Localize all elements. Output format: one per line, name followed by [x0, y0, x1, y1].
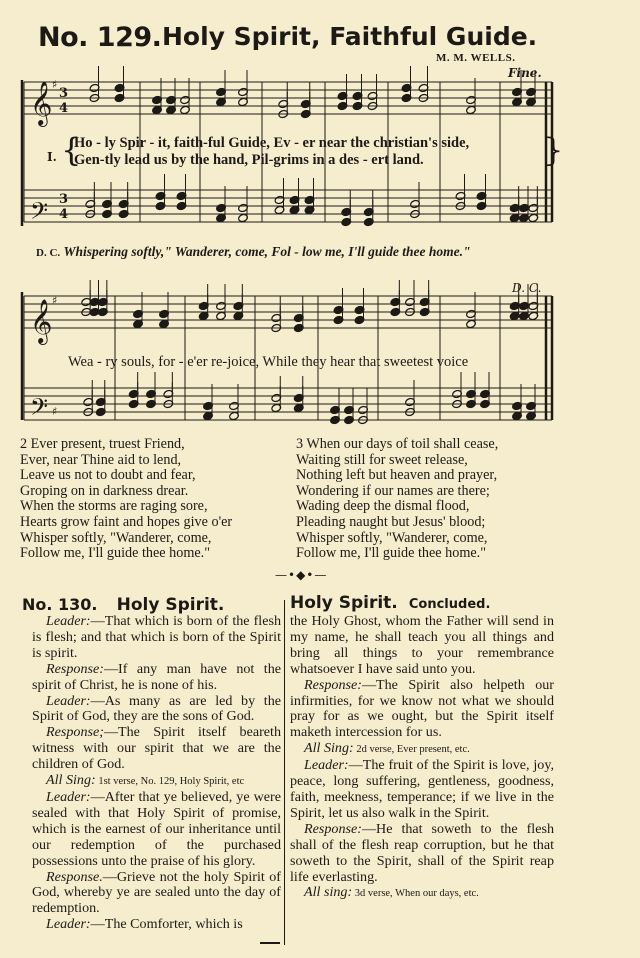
reading-text: 2d verse, Ever present, etc. — [353, 744, 470, 756]
stanza-line: Follow me, I'll guide thee home." — [20, 545, 210, 562]
stanza-line: 3 When our days of toil shall cease, — [296, 436, 499, 452]
reading-paragraph — [32, 917, 281, 933]
speaker-label: Response; — [46, 724, 104, 741]
treble-clef-icon: 𝄞 — [30, 81, 53, 125]
dc-text: Whispering softly," Wanderer, come, Fol - low me, I'll guide thee home." — [63, 244, 471, 259]
time-sig-top: 3 — [59, 192, 69, 207]
music-score — [0, 0, 640, 440]
stanza-line: Whisper softly, "Wanderer, come, — [296, 529, 488, 546]
reading-paragraph — [32, 662, 281, 694]
time-sig-top: 3 — [59, 86, 69, 101]
dc-marking: D. C. — [512, 281, 542, 295]
dc-lyric-line — [36, 244, 471, 260]
reading-paragraph — [290, 822, 554, 886]
reading-right-column — [290, 614, 554, 902]
reading-text: 3d verse, When our days, etc. — [352, 888, 479, 900]
hymn-number: No. 129. — [38, 22, 162, 53]
reading-text: —Grieve not the holy Spirit of God, whereby ye are sealed unto the day of redemption. — [32, 868, 281, 917]
lyric-line-2: Gen-tly lead us by the hand, Pil-grims in a des - ert land. — [74, 152, 424, 168]
bass-clef-icon: 𝄢 — [30, 197, 49, 230]
column-divider — [284, 600, 285, 945]
reading-heading-right — [290, 593, 490, 613]
lyric-line-1: Ho - ly Spir - it, faith-ful Guide, Ev - er near the christian's side, — [74, 135, 470, 151]
reading-paragraph — [32, 870, 281, 918]
reading-title-right: Holy Spirit. — [290, 593, 398, 613]
stanza-line: Wondering if our names are there; — [296, 482, 490, 499]
dc-label: D. C. — [36, 247, 61, 259]
reading-text: —He that soweth to the flesh shall of the flesh reap corruption, but he that soweth to the Spirit, shall of the Spirit reap life everlasting. — [290, 820, 554, 885]
speaker-label: Leader: — [46, 613, 91, 629]
reading-paragraph — [32, 725, 281, 773]
reading-paragraph — [290, 678, 554, 742]
reading-concluded: Concluded. — [408, 597, 491, 612]
stanza-line: Nothing left but heaven and prayer, — [296, 467, 498, 484]
speaker-label: All Sing: — [46, 772, 96, 789]
treble-clef-icon: 𝄞 — [30, 299, 53, 343]
hymn-title: Holy Spirit, Faithful Guide. — [162, 22, 538, 51]
speaker-label: Leader: — [46, 916, 91, 933]
reading-text: —The Spirit also helpeth our infirmities, for we know not what we should pray for as we ought, but the Spirit itself maketh intercession for us. — [290, 676, 554, 741]
speaker-label: Leader: — [304, 757, 349, 774]
reading-text: —The fruit of the Spirit is love, joy, peace, long suffering, gentleness, goodness, faith, meekness, temperance; if we live in the Spirit, let us also walk in the Spirit. — [290, 757, 554, 821]
reading-text: —The Comforter, which is — [90, 916, 243, 933]
reading-text: —That which is born of the flesh is flesh; and that which is born of the Spirit is spirit. — [32, 613, 281, 661]
reading-paragraph — [290, 885, 554, 902]
reading-text: —If any man have not the spirit of Christ, he is none of his. — [32, 660, 281, 693]
reading-text: the Holy Ghost, whom the Father will send in my name, he shall teach you all things and bring all things to your remembrance whatsoever I have said unto you. — [290, 613, 554, 677]
reading-text: —As many as are led by the Spirit of God, they are the sons of God. — [32, 692, 281, 725]
verse-number: I. — [47, 150, 57, 164]
stanza-line: Follow me, I'll guide thee home." — [296, 545, 486, 562]
stanza-line: Pleading naught but Jesus' blood; — [296, 513, 486, 530]
page-mark — [260, 942, 280, 944]
reading-title: Holy Spirit. — [116, 595, 225, 615]
reading-text: —The Spirit itself beareth witness with our spirit that we are the children of God. — [32, 724, 281, 773]
reading-number: No. 130. — [22, 595, 98, 614]
reading-left-column — [32, 614, 281, 933]
fine-marking: Fine. — [508, 66, 542, 80]
speaker-label: Response: — [304, 676, 362, 693]
speaker-label: All Sing: — [304, 740, 354, 757]
time-sig-bottom: 4 — [59, 207, 69, 222]
reading-paragraph — [290, 758, 554, 822]
speaker-label: Response: — [304, 820, 362, 837]
time-sig-bottom: 4 — [59, 101, 69, 116]
reading-heading-left — [22, 595, 224, 615]
speaker-label: Response. — [46, 868, 103, 885]
reading-paragraph — [290, 614, 554, 678]
speaker-label: All sing: — [304, 884, 353, 901]
ornament-divider: —•◆•— — [275, 568, 328, 582]
stanza-line: Wading deep the dismal flood, — [296, 498, 470, 515]
reading-paragraph — [32, 614, 281, 662]
stanza-line: Groping on in darkness drear. — [20, 482, 189, 499]
sharp-icon: ♯ — [52, 294, 58, 307]
speaker-label: Leader: — [46, 692, 91, 709]
reading-paragraph — [290, 741, 554, 758]
sharp-icon: ♯ — [52, 405, 58, 418]
lyric-brace-right: } — [543, 131, 564, 169]
stanza-line: 2 Ever present, truest Friend, — [20, 436, 185, 452]
stanza-line: When the storms are raging sore, — [20, 498, 208, 515]
stanza-line: Waiting still for sweet release, — [296, 451, 468, 468]
speaker-label: Leader: — [46, 788, 91, 805]
reading-text: 1st verse, No. 129, Holy Spirit, etc — [95, 776, 245, 788]
stanza-line: Ever, near Thine aid to lend, — [20, 451, 182, 468]
reading-paragraph — [32, 773, 281, 790]
composer-credit: M. M. WELLS. — [436, 52, 516, 64]
reading-paragraph — [32, 790, 281, 870]
lyric-line-3: Wea - ry souls, for - e'er re-joice, While they hear that sweetest voice — [68, 354, 469, 370]
sharp-icon: ♯ — [52, 78, 58, 91]
stanza-line: Hearts grow faint and hopes give o'er — [20, 513, 233, 530]
speaker-label: Response: — [46, 660, 104, 677]
bass-clef-icon: 𝄢 — [30, 393, 49, 426]
reading-text: —After that ye believed, ye were sealed with that Holy Spirit of promise, which is the earnest of our inheritance until our redemption of the purchased possessions unto the praise of his glory. — [32, 788, 281, 869]
stanza-2 — [20, 437, 232, 562]
stanza-3 — [296, 437, 498, 562]
stanza-line: Whisper softly, "Wanderer, come, — [20, 529, 212, 546]
stanza-line: Leave us not to doubt and fear, — [20, 467, 196, 484]
lyric-brace-left: { — [61, 131, 82, 169]
reading-paragraph — [32, 694, 281, 726]
